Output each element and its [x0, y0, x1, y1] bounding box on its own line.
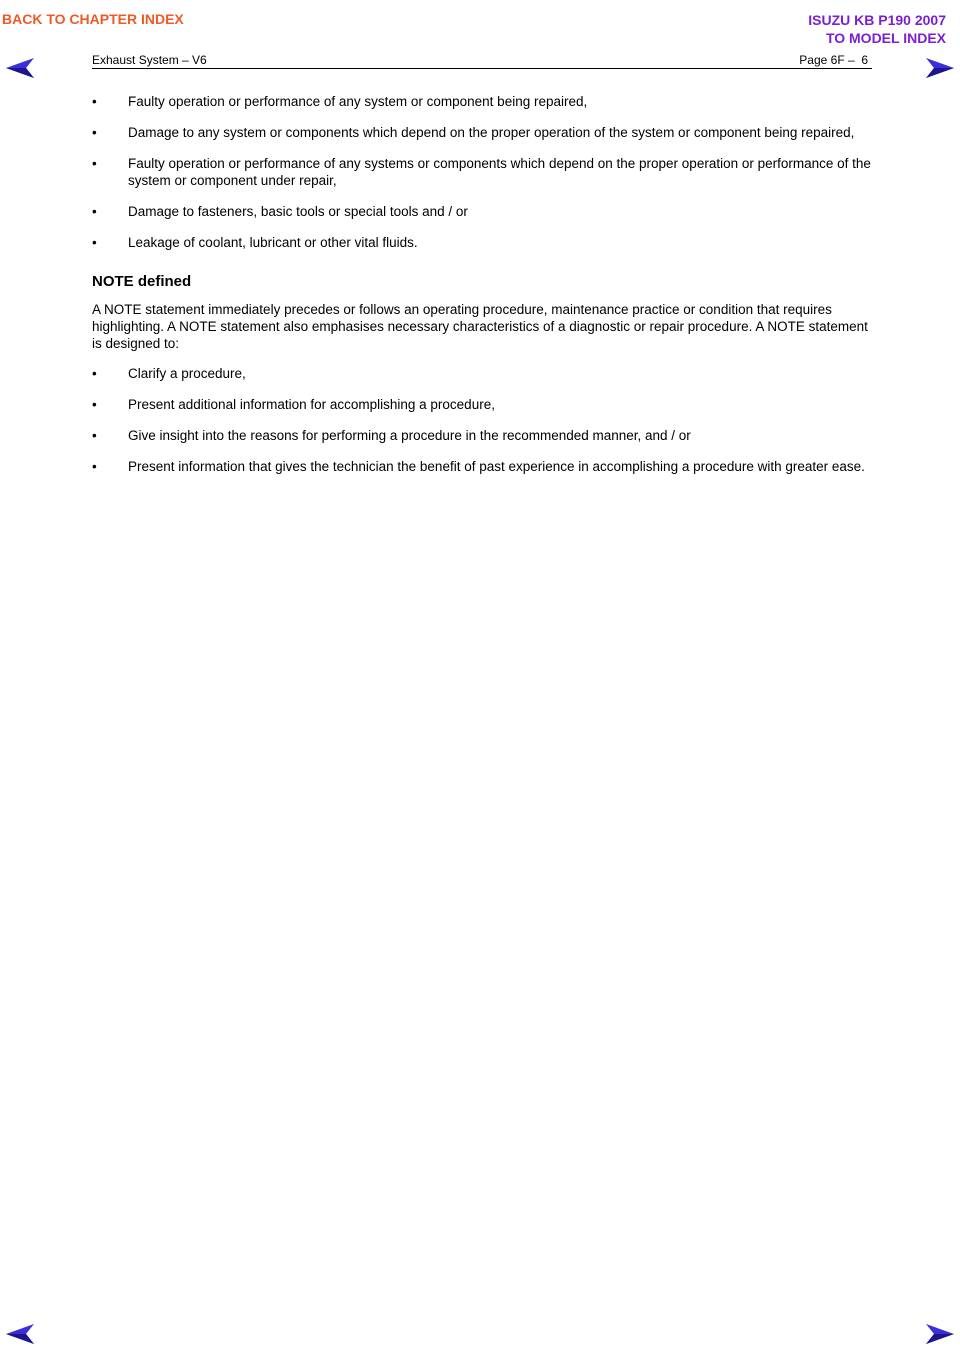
list-item: [92, 396, 872, 413]
page-number: Page 6F – 6: [799, 53, 868, 67]
list-item-text: Damage to any system or components which depend on the proper operation of the system or component being repaired,: [128, 125, 855, 140]
list-item: [92, 155, 872, 189]
list-item-text: Give insight into the reasons for performing a procedure in the recommended manner, and / or: [128, 428, 691, 443]
list-item: [92, 458, 872, 475]
bullet-icon: •: [92, 235, 97, 250]
next-page-arrow-top[interactable]: [924, 58, 954, 78]
bullet-icon: •: [92, 428, 97, 443]
arrow-right-icon: [924, 1324, 954, 1344]
arrow-right-icon: [924, 58, 954, 78]
list-item: [92, 124, 872, 141]
header-divider: [92, 68, 872, 69]
page-body: [92, 93, 872, 489]
bullet-icon: •: [92, 366, 97, 381]
list-item-text: Present additional information for accomplishing a procedure,: [128, 397, 495, 412]
list-item: [92, 234, 872, 251]
bullet-icon: •: [92, 125, 97, 140]
list-item: [92, 427, 872, 444]
list-item-text: Damage to fasteners, basic tools or special tools and / or: [128, 204, 468, 219]
next-page-arrow-bottom[interactable]: [924, 1324, 954, 1344]
list-item: [92, 203, 872, 220]
list-item-text: Faulty operation or performance of any system or component being repaired,: [128, 94, 588, 109]
list-item-text: Clarify a procedure,: [128, 366, 246, 381]
list-item-text: Present information that gives the technician the benefit of past experience in accomplishing a procedure with greater ease.: [128, 459, 865, 474]
bullet-icon: •: [92, 397, 97, 412]
list-item: [92, 365, 872, 382]
arrow-left-icon: [6, 1324, 36, 1344]
note-paragraph: A NOTE statement immediately precedes or follows an operating procedure, maintenance practice or condition that requires highlighting. A NOTE statement also emphasises necessary characteristics of a diagnostic or repair procedure. A NOTE statement is designed to:: [92, 302, 868, 351]
to-model-index-link[interactable]: [808, 11, 946, 47]
note-heading: NOTE defined: [92, 273, 192, 290]
bullet-icon: •: [92, 156, 97, 171]
arrow-left-icon: [6, 58, 36, 78]
model-index-label[interactable]: TO MODEL INDEX: [825, 30, 946, 46]
prev-page-arrow-bottom[interactable]: [6, 1324, 36, 1344]
list-item-text: Leakage of coolant, lubricant or other vital fluids.: [128, 235, 418, 250]
bullet-icon: •: [92, 94, 97, 109]
bullet-icon: •: [92, 459, 97, 474]
bullet-icon: •: [92, 204, 97, 219]
list-item-text: Faulty operation or performance of any systems or components which depend on the proper operation or performance of the system or component under repair,: [128, 156, 871, 188]
model-title[interactable]: ISUZU KB P190 2007: [808, 12, 946, 28]
prev-page-arrow-top[interactable]: [6, 58, 36, 78]
section-title: Exhaust System – V6: [92, 53, 207, 67]
list-item: [92, 93, 872, 110]
back-to-chapter-index-link[interactable]: BACK TO CHAPTER INDEX: [2, 11, 184, 27]
